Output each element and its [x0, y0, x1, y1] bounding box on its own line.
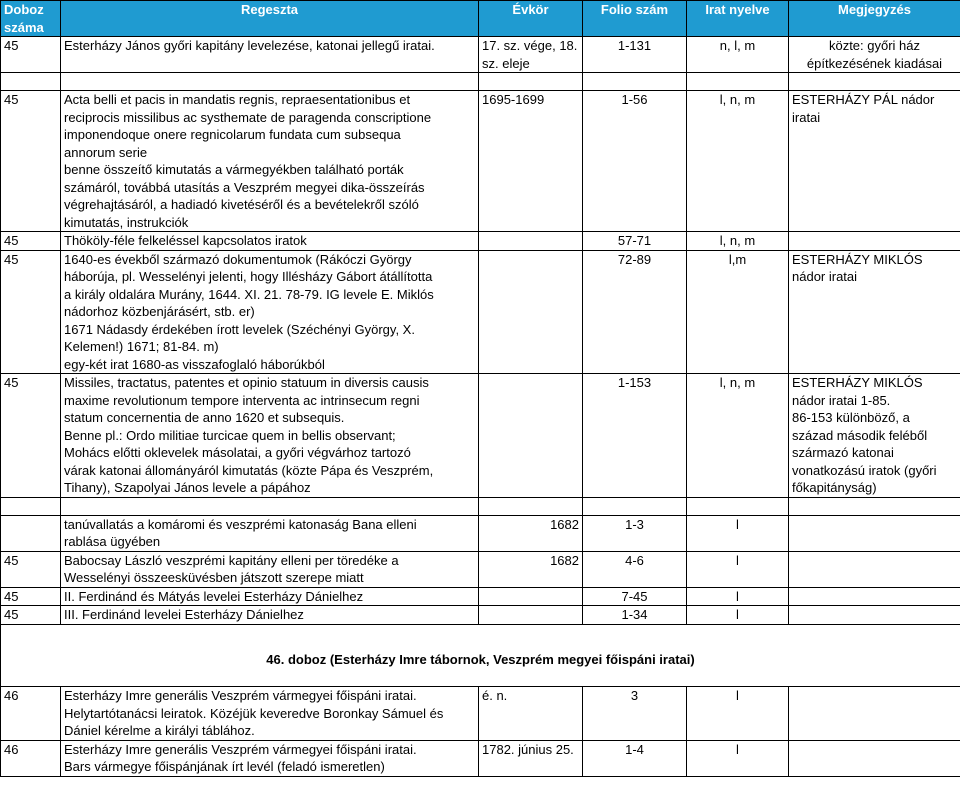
cell-box: 45: [1, 91, 61, 232]
cell-note: [789, 551, 960, 587]
table-row[interactable]: [1, 250, 960, 374]
cell-box: 45: [1, 606, 61, 625]
cell-language: l, n, m: [687, 374, 789, 498]
section-header-row: [1, 624, 960, 687]
table-row[interactable]: [1, 606, 960, 625]
cell-note: [789, 515, 960, 551]
cell-note: [789, 232, 960, 251]
cell-language: l, n, m: [687, 91, 789, 232]
cell-summary: Missiles, tractatus, patentes et opinio statuum in diversis causis maxime revolutionum tempore interventa ac intrinsecum regni statum concernentia de anno 1620 et subsequis. Benne pl.: Ordo militiae turcicae quem in bellis observant; Mohács előtti oklevelek másolatai, a győri végvárhoz tartozó várak katonai állományáról kimutatás (közte Pápa és Veszprém, Tihany), Szapolyai János levele a pápához: [61, 374, 479, 498]
spacer-row: [1, 497, 960, 515]
cell-box: [1, 515, 61, 551]
spacer-row: [1, 73, 960, 91]
cell-language: l: [687, 515, 789, 551]
cell-language: n, l, m: [687, 37, 789, 73]
header-row: [1, 1, 960, 37]
table-row[interactable]: [1, 551, 960, 587]
table-row[interactable]: [1, 740, 960, 776]
cell-folio: 57-71: [583, 232, 687, 251]
cell-summary: II. Ferdinánd és Mátyás levelei Esterházy Dánielhez: [61, 587, 479, 606]
cell-language: l,m: [687, 250, 789, 374]
cell-box: 45: [1, 374, 61, 498]
cell-folio: 72-89: [583, 250, 687, 374]
cell-folio: 1-34: [583, 606, 687, 625]
cell-note: [789, 740, 960, 776]
cell-language: l, n, m: [687, 232, 789, 251]
cell-box: 45: [1, 37, 61, 73]
cell-year: 1695-1699: [479, 91, 583, 232]
cell-summary: III. Ferdinánd levelei Esterházy Dánielhez: [61, 606, 479, 625]
cell-summary: tanúvallatás a komáromi és veszprémi katonaság Bana elleni rablása ügyében: [61, 515, 479, 551]
cell-year: é. n.: [479, 687, 583, 741]
header-summary[interactable]: Regeszta: [61, 1, 479, 37]
cell-year: [479, 232, 583, 251]
cell-folio: 4-6: [583, 551, 687, 587]
table-row[interactable]: [1, 91, 960, 232]
cell-box: 45: [1, 587, 61, 606]
cell-summary: Babocsay László veszprémi kapitány elleni per töredéke a Wesselényi összeesküvésben játszott szerepe miatt: [61, 551, 479, 587]
cell-year: 17. sz. vége, 18. sz. eleje: [479, 37, 583, 73]
header-note[interactable]: Megjegyzés: [789, 1, 960, 37]
table-row[interactable]: [1, 587, 960, 606]
cell-box: 45: [1, 551, 61, 587]
cell-year: [479, 587, 583, 606]
cell-summary: Esterházy János győri kapitány levelezése, katonai jellegű iratai.: [61, 37, 479, 73]
cell-note: [789, 587, 960, 606]
table-row[interactable]: [1, 515, 960, 551]
cell-year: 1782. június 25.: [479, 740, 583, 776]
cell-year: [479, 250, 583, 374]
header-folio[interactable]: Folio szám: [583, 1, 687, 37]
cell-note: [789, 606, 960, 625]
cell-year: [479, 374, 583, 498]
cell-year: [479, 606, 583, 625]
header-year[interactable]: Évkör: [479, 1, 583, 37]
cell-note: ESTERHÁZY MIKLÓS nádor iratai: [789, 250, 960, 374]
cell-summary: Thököly-féle felkeléssel kapcsolatos iratok: [61, 232, 479, 251]
cell-year: 1682: [479, 551, 583, 587]
cell-year: 1682: [479, 515, 583, 551]
cell-folio: 1-3: [583, 515, 687, 551]
table-row[interactable]: [1, 374, 960, 498]
cell-folio: 1-4: [583, 740, 687, 776]
cell-summary: Esterházy Imre generális Veszprém vármegyei főispáni iratai. Bars vármegye főispánjának írt levél (feladó ismeretlen): [61, 740, 479, 776]
cell-summary: Acta belli et pacis in mandatis regnis, repraesentationibus et reciprocis missilibus ac systhemate de paragenda conscriptione imponendoque onere regnicolarum fundata cum subsequa annorum serie benne összeítő kimutatás a vármegyékben található porták számáról, továbbá utasítás a Veszprém megyei dika-összeírás végrehajtásáról, a hadiadó kivetéséről és a bevételekről szóló kimutatás, instrukciók: [61, 91, 479, 232]
cell-language: l: [687, 687, 789, 741]
cell-folio: 3: [583, 687, 687, 741]
cell-summary: 1640-es évekből származó dokumentumok (Rákóczi György háborúja, pl. Wesselényi jelenti, hogy Illésházy Gábort átállította a király oldalára Murány, 1644. XI. 21. 78-79. IG levele E. Miklós nádorhoz közbenjárásért, stb. er) 1671 Nádasdy érdekében írott levelek (Széchényi György, X. Kelemen!) 1671; 81-84. m) egy-két irat 1680-as visszafoglaló háborúkból: [61, 250, 479, 374]
cell-box: 46: [1, 687, 61, 741]
table-row[interactable]: [1, 687, 960, 741]
cell-note: [789, 687, 960, 741]
cell-note: ESTERHÁZY PÁL nádor iratai: [789, 91, 960, 232]
cell-box: 45: [1, 232, 61, 251]
cell-language: l: [687, 551, 789, 587]
cell-folio: 7-45: [583, 587, 687, 606]
table-row[interactable]: [1, 232, 960, 251]
cell-language: l: [687, 740, 789, 776]
section-title: 46. doboz (Esterházy Imre tábornok, Veszprém megyei főispáni iratai): [1, 624, 960, 687]
cell-note: ESTERHÁZY MIKLÓS nádor iratai 1-85. 86-153 különböző, a század második feléből származó katonai vonatkozású iratok (győri főkapitányság): [789, 374, 960, 498]
cell-folio: 1-153: [583, 374, 687, 498]
cell-language: l: [687, 606, 789, 625]
cell-summary: Esterházy Imre generális Veszprém vármegyei főispáni iratai. Helytartótanácsi leiratok. Közéjük keveredve Boronkay Sámuel és Dániel kérelme a királyi táblához.: [61, 687, 479, 741]
cell-language: l: [687, 587, 789, 606]
cell-folio: 1-131: [583, 37, 687, 73]
header-box-number[interactable]: Doboz száma: [1, 1, 61, 37]
cell-box: 45: [1, 250, 61, 374]
header-language[interactable]: Irat nyelve: [687, 1, 789, 37]
cell-folio: 1-56: [583, 91, 687, 232]
cell-note: közte: győri ház építkezésének kiadásai: [789, 37, 960, 73]
cell-box: 46: [1, 740, 61, 776]
table-row[interactable]: [1, 37, 960, 73]
